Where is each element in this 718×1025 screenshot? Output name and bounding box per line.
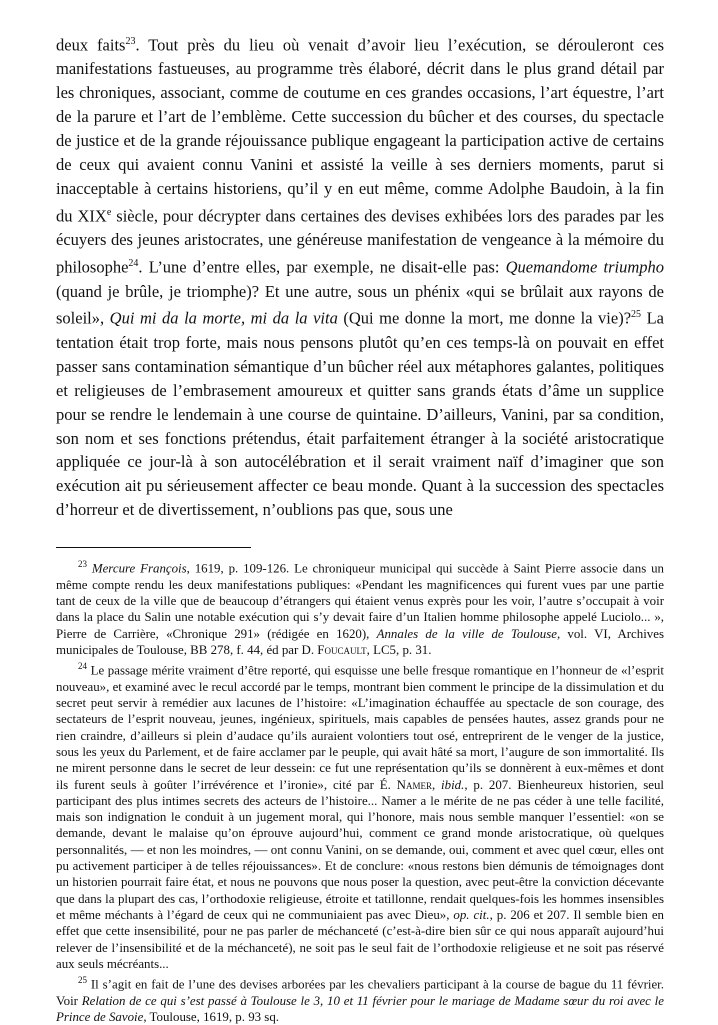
footnote-author: Namer [396,777,432,792]
footnote-text: , [431,777,442,792]
footnote-ref-23: 23 [125,36,136,47]
main-paragraph [56,30,664,522]
footnote-text: Il s’agit en fait de l’une des devises arborées par les chevaliers participant à la course de bague du 11 février. Voir [56,977,664,1008]
footnote-text: , 1619, p. 109-126. Le chroniqueur municipal qui succède à Saint Pierre associe dans un même compte rendu les deux manifestations publiques: «Pendant les magnificences qui furent vues par une partie tant de ceux de la ville que de beaucoup d’étrangers qui étaient venus exprès pour les voir, l’autre s’occupait à voir dans la place du Salin une notable exécution qui s’y devait faire d’un Italien homme philosophe appelé Luciolo... », Pierre de Carrière, «Chronique 291» (rédigée en 1620), [56,561,664,641]
footnote-title: Relation de ce qui s’est passé à Toulouse le 3, 10 et 11 février pour le mariage de Madame sœur du roi avec le Prince de Savoie [56,993,664,1025]
footnote-number: 25 [78,975,87,986]
footnote-text: , p. 206 et 207. Il semble bien en effet que cette insensibilité, pour ne pas parler de méchanceté (c’est-à-dire bien sûr ce qui nous apparaît aujourd’hui relever de l’insensibilité et de la méchanceté), ne soit pas le seul fait de l’orthodoxie religieuse et ne soit pas réservé aux seuls mécréants... [56,907,664,971]
footnote-text: , vol. VI, Archives municipales de Toulouse, BB 278, f. 44, éd par D. [56,626,664,657]
footnote-ibid: ibid. [441,777,465,792]
footnote-number: 24 [78,661,87,672]
footnote-text: , p. 207. Bienheureux historien, seul participant des plus intimes secrets des acteurs de l’histoire... Namer a le mérite de ne pas céder à une telle facilité, mais son indignation le conduit à un jugement moral, qui l’honore, mais nous semble manquer l’essentiel: «on se demande, devant le malaise qu’on éprouve aujourd’hui, comment ce grand monde aristocratique, où quelques personnalités, — et non les moindres, — ont connu Vanini, on se demande, oui, comment et avec quel cœur, elles ont pu activement participer à de telles réjouissances». Et de conclure: «nous restons bien démunis de témoignages dont un historien pourrait faire état, et nous ne pouvons que nous poser la question, avec peut-être la conviction décevante que dans la plupart des cas, l’orthodoxie religieuse, étroite et tatillonne, rendait quelques-fois les hommes insensibles et même méchants à l’égard de ceux qui ne communiaient pas avec Dieu», [56,777,664,922]
motto-2: Qui mi da la morte, mi da la vita [109,308,338,328]
main-text-5: (quand je brûle, je triomphe)? Et une autre, sous un phénix «qui se brûlait aux rayons de soleil», [56,281,664,328]
century-numeral: XIX [77,206,107,226]
footnote-24 [56,658,664,972]
footnote-text: , Toulouse, 1619, p. 93 sq. [143,1010,279,1025]
footnote-23 [56,556,664,658]
main-text-7: La tentation était trop forte, mais nous pensons plutôt qu’en ces temps-là on pouvait en effet passer sans contamination sémantique d’un bûcher réel aux métaphores galantes, politiques et religieuses de l’embrasement amoureux et quitter sans grands états d’âme un supplice pour se rendre le lendemain à une course de quintaine. D’ailleurs, Vanini, par sa condition, son nom et ses fonctions prétendus, était parfaitement étranger à la société aristocratique appliquée ce jour-là à son autocélébration et il serait vraiment naïf d’imaginer que son exécution ait pu sérieusement affecter ce beau monde. Quant à la succession des spectacles d’horreur et de divertissement, n’oublions pas que, sous une [56,308,664,520]
footnote-opcit: op. cit. [453,907,490,922]
footnote-separator [56,547,251,548]
main-text-6: (Qui me donne la mort, me donne la vie)? [337,308,632,328]
page [56,30,664,1025]
main-text-2: . Tout près du lieu où venait d’avoir lieu l’exécution, se dérouleront ces manifestations fastueuses, au programme très élaboré, décrit dans le plus grand détail par les chroniques, associant, comme de coutume en ces grandes occasions, l’art équestre, l’art de la parure et l’art de l’emblème. Cette succession du bûcher et des courses, du spectacle de justice et de la grande réjouissance publique engageant la participation active de certains de ceux qui avaient connu Vanini et assisté la veille à ses derniers moments, parut si inacceptable à certains historiens, qu’il y en eut même, comme Adolphe Baudoin, à la fin du [56,35,665,226]
footnote-author: Foucault [317,642,367,657]
footnote-source: Annales de la ville de Toulouse [376,626,557,641]
footnote-text: Le passage mérite vraiment d’être reporté, qui esquisse une belle fresque romantique en l’honneur de «l’esprit nouveau», et examiné avec le recul accordé par le temps, montrant bien comment le principe de la dissimulation et du secret peut servir à remédier aux lacunes de l’histoire: «L’imagination échauffée au spectacle de son courage, des sectateurs de l’esprit nouveau, jeunes, ingénieux, spirituels, mais capables de pensées hautes, assez grands pour ne rien craindre, d’ailleurs si plein d’audace qu’ils auraient volontiers tout osé, entreprirent de le venger de la justice, sous les yeux du Parlement, et de faire acclamer par le peuple, qui avait hâté sa mort, l’augure de son immortalité. Ils ne mirent personne dans le secret de leur dessein: ce fut une représentation qu’ils se donnèrent à eux-mêmes et dont ils furent seuls à goûter l’irrévérence et l’ironie», cité par É. [56,663,664,792]
main-text-3: siècle, pour décrypter dans certaines des devises exhibées lors des parades par les écuyers des jeunes aristocrates, une généreuse manifestation de vengeance à la mémoire du philosophe [56,206,665,277]
footnote-25 [56,972,664,1025]
footnote-number: 23 [78,559,87,570]
century-suffix: e [106,206,112,218]
footnote-ref-24: 24 [128,258,139,270]
motto-1: Quemandome triumpho [505,257,664,277]
footnote-text: , LC5, p. 31. [366,642,432,657]
footnote-ref-25: 25 [631,309,642,321]
main-text-4: . L’une d’entre elles, par exemple, ne disait-elle pas: [138,257,506,277]
footnote-title: Mercure François [91,561,187,576]
main-text-1: deux faits [56,35,126,55]
